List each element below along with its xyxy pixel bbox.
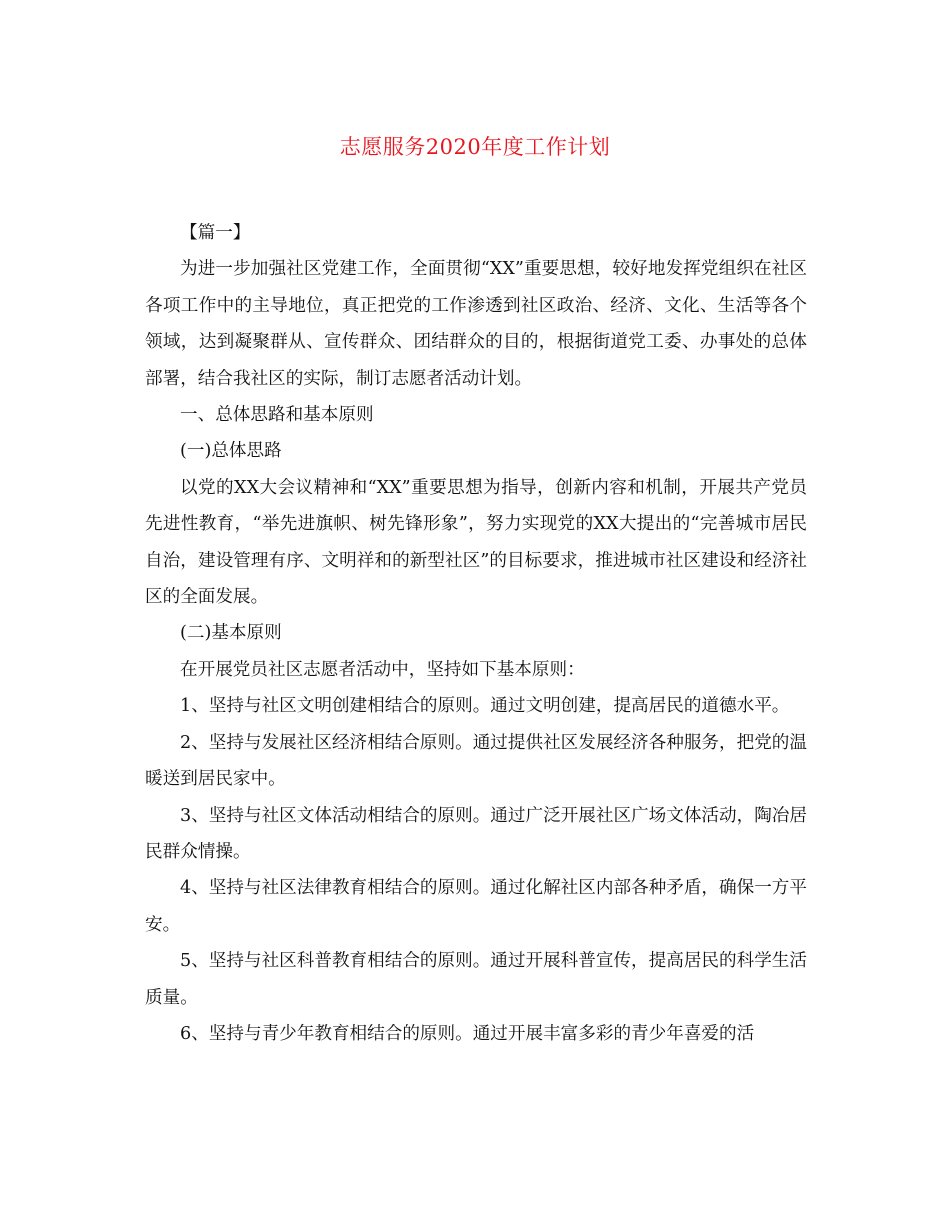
body-paragraph: 以党的XX大会议精神和“XX”重要思想为指导，创新内容和机制，开展共产党员先进性教育，“举先进旗帜、树先锋形象”，努力实现党的XX大提出的“完善城市居民自治，建设管理有序、文明祥和的新型社区”的目标要求，推进城市社区建设和经济社区的全面发展。 xyxy=(145,477,807,608)
body-paragraph: 在开展党员社区志愿者活动中，坚持如下基本原则： xyxy=(180,659,585,680)
principle-item: 5、坚持与社区科普教育相结合的原则。通过开展科普宣传，提高居民的科学生活质量。 xyxy=(145,951,807,1008)
principle-item: 6、坚持与青少年教育相结合的原则。通过开展丰富多彩的青少年喜爱的活 xyxy=(180,1023,755,1044)
principle-item: 2、坚持与发展社区经济相结合原则。通过提供社区发展经济各种服务，把党的温暖送到居民家中。 xyxy=(145,732,807,790)
document-body xyxy=(145,215,807,1052)
section-label: 【篇一】 xyxy=(180,223,251,243)
principle-item: 4、坚持与社区法律教育相结合的原则。通过化解社区内部各种矛盾，确保一方平安。 xyxy=(145,878,807,935)
subsection-heading: (一)总体思路 xyxy=(180,441,282,462)
principle-item: 3、坚持与社区文体活动相结合的原则。通过广泛开展社区广场文体活动，陶冶居民群众情操。 xyxy=(145,805,807,862)
subsection-heading: (二)基本原则 xyxy=(180,623,282,644)
intro-paragraph: 为进一步加强社区党建工作，全面贯彻“XX”重要思想，较好地发挥党组织在社区各项工作中的主导地位，真正把党的工作渗透到社区政治、经济、文化、生活等各个领域，达到凝聚群从、宣传群众、团结群众的目的，根据街道党工委、办事处的总体部署，结合我社区的实际，制订志愿者活动计划。 xyxy=(145,259,807,389)
section-heading: 一、总体思路和基本原则 xyxy=(180,405,374,426)
principle-item: 1、坚持与社区文明创建相结合的原则。通过文明创建，提高居民的道德水平。 xyxy=(180,696,790,717)
document-title: 志愿服务2020年度工作计划 xyxy=(339,135,611,159)
